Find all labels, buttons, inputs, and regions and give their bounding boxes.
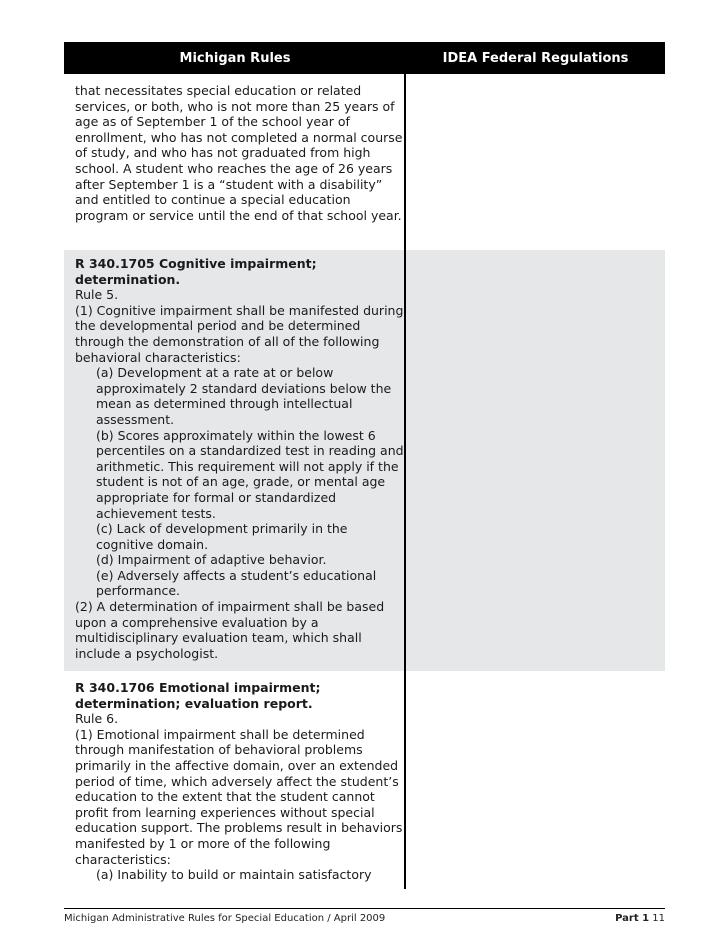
- rule-subitem: (b) Scores approximately within the lowest 6 percentiles on a standardized test in reading and arithmetic. This requirement will not apply if the student is not of an age, grade, or mental age appropriate for formal or standardized achievement tests.: [96, 427, 404, 521]
- michigan-rule-cell: [75, 680, 405, 883]
- table-row: [64, 74, 665, 244]
- rule-subitem: (c) Lack of development primarily in the cognitive domain.: [96, 521, 348, 552]
- rule-paragraph: (2) A determination of impairment shall be based upon a comprehensive evaluation by a multidisciplinary evaluation team, which shall include a psychologist.: [75, 599, 385, 661]
- table-row: [64, 250, 665, 671]
- rule-number: Rule 5.: [75, 287, 119, 303]
- continuation-text: that necessitates special education or related services, or both, who is not more than 25 years of age as of September 1 of the school year of enrollment, who has not completed a normal course of study, and who has not graduated from high school. A student who reaches the age of 26 years after September 1 is a “student with a disability” and entitled to continue a special education program or service until the end of that school year.: [75, 83, 403, 223]
- rule-subitem: (a) Inability to build or maintain satisfactory: [96, 867, 372, 883]
- table-row: [64, 674, 665, 889]
- page-indicator: [615, 913, 665, 924]
- column-divider: [404, 74, 406, 889]
- rule-subitem: (d) Impairment of adaptive behavior.: [96, 552, 327, 568]
- michigan-rule-cell: [75, 83, 405, 223]
- rule-number: Rule 6.: [75, 711, 119, 727]
- rule-title: R 340.1705 Cognitive impairment; determination.: [75, 256, 317, 287]
- rule-paragraph: (1) Cognitive impairment shall be manifested during the developmental period and be determined through the demonstration of all of the following behavioral characteristics:: [75, 302, 404, 365]
- part-label: Part 1: [615, 913, 650, 924]
- table-header: [64, 42, 665, 74]
- column-header-idea-federal-regulations: IDEA Federal Regulations: [442, 51, 629, 66]
- rule-subitem: (a) Development at a rate at or below approximately 2 standard deviations below the mean as determined through intellectual assessment.: [96, 365, 392, 427]
- column-header-michigan-rules: Michigan Rules: [179, 51, 291, 66]
- rule-title: R 340.1706 Emotional impairment; determination; evaluation report.: [75, 680, 321, 711]
- michigan-rule-cell: [75, 256, 405, 661]
- footer-title: Michigan Administrative Rules for Special Education / April 2009: [64, 913, 386, 924]
- rule-subitem: (e) Adversely affects a student’s educational performance.: [96, 567, 377, 599]
- footer-rule: [64, 908, 665, 909]
- page-number: 11: [652, 913, 665, 924]
- rule-paragraph: (1) Emotional impairment shall be determined through manifestation of behavioral problems primarily in the affective domain, over an extended period of time, which adversely affect the student’s education to the extent that the student cannot profit from learning experiences without special education support. The problems result in behaviors manifested by 1 or more of the following characteristics:: [75, 726, 403, 867]
